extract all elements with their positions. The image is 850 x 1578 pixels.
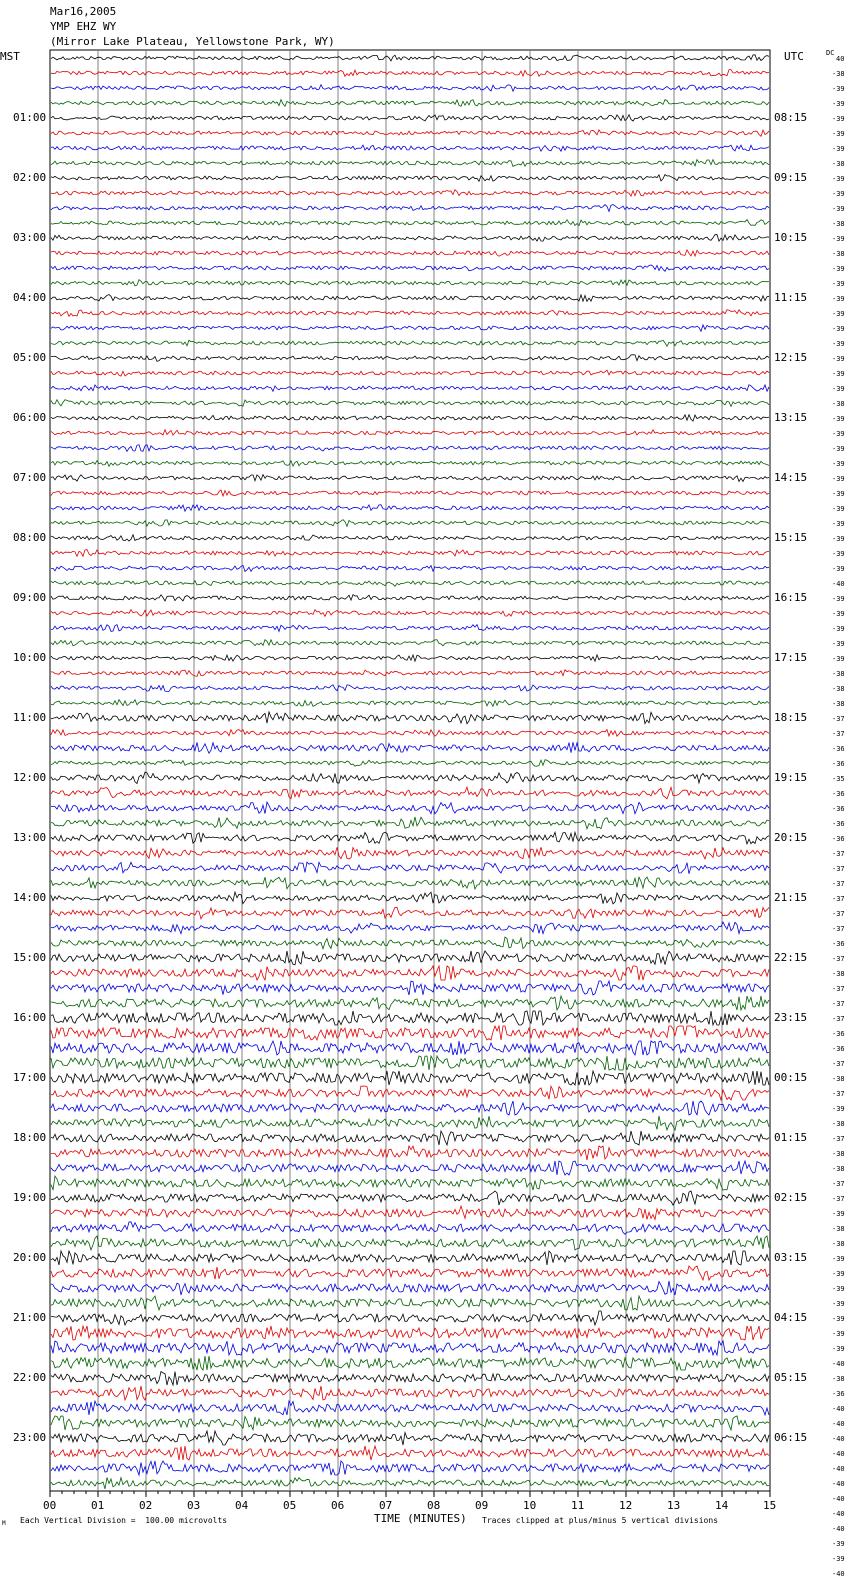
x-axis-title: TIME (MINUTES) [374,1512,467,1525]
dc-offset-label: -39 [832,1555,845,1563]
dc-offset-label: -38 [832,220,845,228]
dc-offset-label: -39 [832,1300,845,1308]
trace-line [51,85,769,92]
trace-line [51,145,769,151]
dc-offset-label: -39 [832,385,845,393]
plot-frame [50,50,770,1491]
mst-hour-label: 07:00 [13,471,47,484]
mst-hour-label: 04:00 [13,291,47,304]
trace-line [51,235,769,242]
mst-hour-label: 08:00 [13,531,47,544]
dc-offset-label: -38 [832,1150,845,1158]
x-tick-label: 02 [139,1499,153,1512]
dc-offset-label: -38 [832,70,845,78]
dc-offset-label: -37 [832,910,845,918]
utc-hour-label: 04:15 [774,1311,808,1324]
dc-offset-label: -37 [832,715,845,723]
trace-line [51,1401,769,1415]
trace-line [51,1041,769,1055]
dc-offset-label: -36 [832,1045,845,1053]
trace-line [51,220,769,226]
trace-line [51,1478,769,1489]
utc-hour-label: 23:15 [774,1011,808,1024]
dc-offset-label: -40 [832,1570,845,1578]
x-tick-label: 04 [235,1499,249,1512]
trace-line [51,951,769,965]
dc-offset-label: -37 [832,865,845,873]
trace-line [51,1086,769,1100]
trace-line [51,1236,769,1250]
trace-line [51,280,769,286]
utc-hour-label: 02:15 [774,1191,808,1204]
dc-offset-label: -39 [832,280,845,288]
trace-line [51,625,769,632]
trace-line [51,400,769,407]
trace-line [51,581,769,587]
dc-offset-label: -37 [832,955,845,963]
x-tick-label: 03 [187,1499,201,1512]
dc-offset-label: -40 [832,1465,845,1473]
mst-hour-label: 18:00 [13,1131,47,1144]
trace-line [51,981,769,995]
trace-line [51,685,769,692]
mst-hour-label: 14:00 [13,891,47,904]
trace-line [51,640,769,646]
trace-line [51,1011,769,1025]
trace-line [51,70,769,77]
dc-offset-label: -39 [832,565,845,573]
mst-hour-label: 10:00 [13,651,47,664]
dc-offset-label: -38 [832,1240,845,1248]
trace-line [51,1266,769,1280]
x-tick-label: 10 [523,1499,537,1512]
dc-offset-label: -36 [832,835,845,843]
x-tick-label: 08 [427,1499,441,1512]
utc-hour-label: 15:15 [774,531,808,544]
header-location: (Mirror Lake Plateau, Yellowstone Park, WY) [50,35,335,48]
utc-hour-label: 22:15 [774,951,808,964]
trace-line [51,595,769,601]
trace-line [51,160,769,167]
dc-offset-label: -39 [832,1330,845,1338]
dc-offset-label: -39 [832,610,845,618]
dc-offset-label: -38 [832,160,845,168]
x-tick-label: 00 [43,1499,57,1512]
trace-line [51,250,769,256]
x-tick-label: 14 [715,1499,729,1512]
trace-line [51,100,769,107]
utc-hour-label: 20:15 [774,831,808,844]
mst-hour-label: 11:00 [13,711,47,724]
dc-offset-label: -40 [832,1510,845,1518]
trace-line [51,907,769,919]
utc-hour-label: 09:15 [774,171,808,184]
dc-offset-label: -37 [832,1090,845,1098]
utc-hour-label: 05:15 [774,1371,808,1384]
dc-offset-label: -39 [832,130,845,138]
trace-line [51,1206,769,1220]
trace-line [51,1251,769,1265]
trace-line [51,115,769,121]
dc-offset-label: -37 [832,1000,845,1008]
dc-offset-label: -38 [832,1075,845,1083]
trace-line [51,550,769,557]
trace-line [51,700,769,707]
trace-line [51,1071,769,1085]
trace-line [51,892,769,904]
dc-offset-label: -40 [832,1435,845,1443]
dc-offset-label: -40 [832,1480,845,1488]
dc-offset-label: -38 [832,700,845,708]
dc-offset-label: -39 [832,1285,845,1293]
trace-line [51,1101,769,1115]
dc-offset-label: -38 [832,1165,845,1173]
dc-offset-label: -36 [832,760,845,768]
dc-offset-label: -39 [832,295,845,303]
mst-hour-label: 05:00 [13,351,47,364]
trace-line [51,1146,769,1160]
dc-offset-label: -39 [832,490,845,498]
trace-line [51,832,769,844]
dc-offset-label: -37 [832,895,845,903]
trace-line [51,742,769,753]
utc-hour-label: 21:15 [774,891,808,904]
dc-offset-label: -39 [832,370,845,378]
mst-hour-label: 01:00 [13,111,47,124]
footer-mark: M [2,1520,6,1527]
trace-line [51,670,769,677]
dc-offset-label: -39 [832,550,845,558]
dc-offset-label: -38 [832,1375,845,1383]
trace-line [51,1176,769,1190]
dc-offset-label: -39 [832,115,845,123]
dc-offset-label: -39 [832,625,845,633]
mst-hour-label: 13:00 [13,831,47,844]
trace-line [51,1341,769,1355]
utc-hour-label: 10:15 [774,231,808,244]
trace-line [51,712,769,724]
dc-offset-label: -39 [832,655,845,663]
x-tick-label: 01 [91,1499,105,1512]
trace-line [51,862,769,874]
utc-hour-label: 12:15 [774,351,808,364]
trace-line [51,1281,769,1295]
dc-offset-label: -37 [832,850,845,858]
trace-line [51,1356,769,1370]
trace-line [51,415,769,421]
dc-offset-label: -38 [832,685,845,693]
dc-offset-label: -39 [832,445,845,453]
dc-offset-label: -39 [832,415,845,423]
trace-line [51,1416,769,1430]
dc-offset-label: -39 [832,595,845,603]
dc-offset-label: -39 [832,505,845,513]
trace-line [51,490,769,496]
mst-hour-label: 12:00 [13,771,47,784]
header-date: Mar16,2005 [50,5,117,18]
trace-line [51,922,769,934]
dc-offset-label: -39 [832,1315,845,1323]
dc-offset-label: -37 [832,985,845,993]
trace-line [51,475,769,482]
trace-line [51,655,769,661]
x-tick-label: 13 [667,1499,681,1512]
trace-line [51,130,769,136]
trace-line [51,610,769,617]
dc-offset-label: -36 [832,940,845,948]
dc-offset-label: -39 [832,355,845,363]
utc-hour-label: 18:15 [774,711,808,724]
utc-hour-label: 11:15 [774,291,808,304]
trace-line [51,772,769,783]
dc-offset-label: -37 [832,730,845,738]
dc-offset-label: -39 [832,1345,845,1353]
footer-left: Each Vertical Division = 100.00 microvolts [20,1516,228,1525]
dc-offset-label: 40 [836,55,845,63]
dc-offset-label: -39 [832,1105,845,1113]
dc-offset-label: -39 [832,310,845,318]
dc-offset-label: -39 [832,535,845,543]
dc-offset-label: -36 [832,1390,845,1398]
trace-line [51,295,769,302]
dc-offset-label: -39 [832,640,845,648]
mst-hour-label: 19:00 [13,1191,47,1204]
mst-hour-label: 20:00 [13,1251,47,1264]
trace-line [51,355,769,362]
trace-line [51,966,769,980]
dc-offset-label: -39 [832,145,845,153]
trace-line [51,1311,769,1325]
dc-offset-label: -40 [832,1420,845,1428]
footer-right: Traces clipped at plus/minus 5 vertical divisions [482,1516,719,1525]
x-tick-label: 12 [619,1499,633,1512]
mst-hour-label: 16:00 [13,1011,47,1024]
trace-line [51,1386,769,1400]
dc-offset-label: -39 [832,1540,845,1548]
dc-offset-label: -38 [832,250,845,258]
dc-offset-label: -37 [832,1135,845,1143]
dc-offset-label: -36 [832,790,845,798]
dc-offset-label: -36 [832,745,845,753]
dc-offset-label: -40 [832,1495,845,1503]
dc-offset-label: -35 [832,775,845,783]
dc-offset-label: -37 [832,1060,845,1068]
trace-line [51,1461,769,1475]
trace-line [51,535,769,541]
trace-line [51,760,769,767]
trace-line [51,265,769,271]
trace-line [51,385,769,392]
mst-hour-label: 17:00 [13,1071,47,1084]
trace-line [51,730,769,737]
x-tick-label: 07 [379,1499,393,1512]
dc-offset-label: -39 [832,1255,845,1263]
dc-offset-label: -40 [832,1405,845,1413]
trace-line [51,340,769,346]
x-tick-label: 06 [331,1499,345,1512]
trace-line [51,325,769,331]
dc-offset-label: -38 [832,1225,845,1233]
mst-hour-label: 06:00 [13,411,47,424]
dc-offset-label: -36 [832,1030,845,1038]
trace-line [51,802,769,814]
x-tick-label: 09 [475,1499,489,1512]
utc-hour-label: 00:15 [774,1071,808,1084]
mst-hour-label: 22:00 [13,1371,47,1384]
trace-line [51,1431,769,1445]
trace-line [51,1222,769,1235]
dc-offset-label: -36 [832,805,845,813]
x-tick-label: 15 [763,1499,777,1512]
utc-hour-label: 13:15 [774,411,808,424]
dc-offset-label: -39 [832,325,845,333]
dc-offset-label: -39 [832,205,845,213]
mst-hour-label: 02:00 [13,171,47,184]
trace-line [51,310,769,317]
trace-line [51,445,769,452]
mst-hour-label: 09:00 [13,591,47,604]
dc-offset-label: -37 [832,1015,845,1023]
dc-offset-label: -39 [832,1210,845,1218]
utc-hour-label: 08:15 [774,111,808,124]
dc-offset-label: -39 [832,520,845,528]
dc-label: DC [826,49,835,57]
trace-line [51,937,769,949]
utc-hour-label: 03:15 [774,1251,808,1264]
trace-line [51,996,769,1010]
trace-line [51,190,769,196]
trace-line [51,1161,769,1175]
trace-line [51,430,769,435]
utc-hour-label: 14:15 [774,471,808,484]
dc-offset-label: -38 [832,970,845,978]
utc-hour-label: 06:15 [774,1431,808,1444]
right-axis-label: UTC [784,50,804,63]
trace-line [51,1326,769,1340]
dc-offset-label: -40 [832,1450,845,1458]
dc-offset-label: -37 [832,1180,845,1188]
trace-line [51,817,769,829]
x-tick-label: 11 [571,1499,585,1512]
trace-line [51,205,769,212]
mst-hour-label: 15:00 [13,951,47,964]
trace-line [51,461,769,467]
trace-line [51,1056,769,1070]
dc-offset-label: -39 [832,340,845,348]
utc-hour-label: 01:15 [774,1131,808,1144]
dc-offset-label: -37 [832,1195,845,1203]
dc-offset-label: -39 [832,475,845,483]
dc-offset-label: -39 [832,265,845,273]
x-tick-label: 05 [283,1499,297,1512]
utc-hour-label: 17:15 [774,651,808,664]
dc-offset-label: -39 [832,85,845,93]
dc-offset-label: -38 [832,400,845,408]
trace-line [51,565,769,571]
trace-line [51,1116,769,1130]
dc-offset-label: -36 [832,820,845,828]
dc-offset-label: -39 [832,430,845,438]
dc-offset-label: -40 [832,1360,845,1368]
dc-offset-label: -38 [832,1120,845,1128]
dc-offset-label: -40 [832,1525,845,1533]
trace-line [51,1372,769,1386]
dc-offset-label: -40 [832,580,845,588]
dc-offset-label: -39 [832,1270,845,1278]
trace-line [51,1446,769,1460]
trace-line [51,175,769,182]
mst-hour-label: 03:00 [13,231,47,244]
dc-offset-label: -39 [832,100,845,108]
trace-line [51,787,769,799]
trace-line [51,55,769,61]
trace-line [51,1026,769,1040]
dc-offset-label: -37 [832,925,845,933]
dc-offset-label: -39 [832,190,845,198]
trace-line [51,1296,769,1310]
trace-line [51,847,769,859]
dc-offset-label: -39 [832,235,845,243]
mst-hour-label: 23:00 [13,1431,47,1444]
dc-offset-label: -37 [832,880,845,888]
dc-offset-label: -38 [832,670,845,678]
trace-line [51,370,769,376]
utc-hour-label: 16:15 [774,591,808,604]
dc-offset-label: -39 [832,175,845,183]
left-axis-label: MST [0,50,20,63]
header-station: YMP EHZ WY [50,20,117,33]
dc-offset-label: -39 [832,460,845,468]
trace-line [51,877,769,889]
utc-hour-label: 19:15 [774,771,808,784]
trace-line [51,1191,769,1205]
trace-line [51,505,769,511]
trace-line [51,520,769,527]
trace-line [51,1131,769,1145]
mst-hour-label: 21:00 [13,1311,47,1324]
